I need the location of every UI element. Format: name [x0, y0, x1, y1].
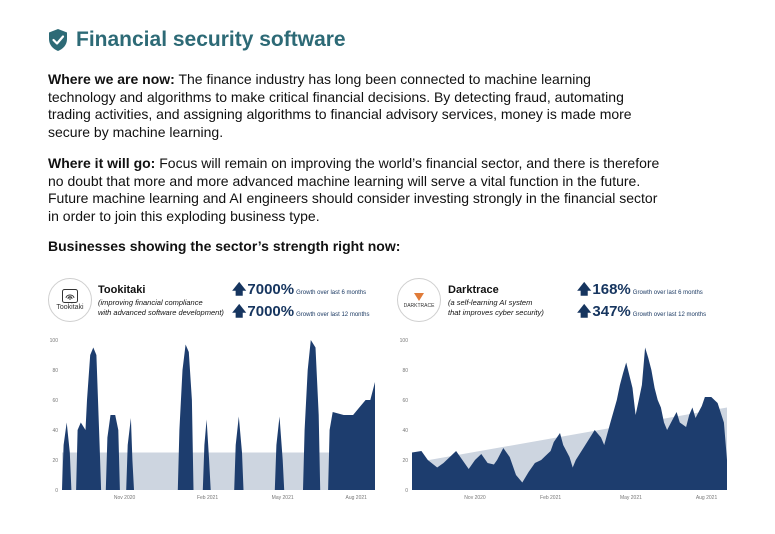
darktrace-logo — [397, 278, 441, 322]
darktrace-desc-1: (a self-learning AI system — [448, 298, 533, 307]
x-tick-label: Feb 2021 — [540, 495, 562, 501]
tookitaki-desc-1: (improving financial compliance — [98, 298, 203, 307]
now-text-1: The finance industry has long been connected to machine learning — [174, 71, 591, 87]
darktrace-mark-icon — [413, 292, 425, 302]
tookitaki-growth-12m — [232, 301, 370, 325]
y-tick-label: 100 — [399, 338, 408, 344]
shield-check-icon — [48, 28, 68, 52]
darktrace-logo-text: DARKTRACE — [403, 302, 435, 309]
y-tick-label: 20 — [402, 458, 408, 464]
tookitaki-growth-6m — [232, 279, 366, 303]
x-tick-label: Aug 2021 — [345, 495, 367, 501]
y-tick-label: 0 — [55, 488, 58, 494]
fingerprint-icon — [62, 289, 78, 303]
y-tick-label: 80 — [52, 368, 58, 374]
y-tick-label: 80 — [402, 368, 408, 374]
tookitaki-name: Tookitaki — [98, 284, 146, 296]
tookitaki-desc-2: with advanced software development) — [98, 308, 224, 317]
now-text-2: technology and algorithms to make critical financial decisions. By detecting fraud, automating — [48, 88, 624, 105]
arrow-up-icon: 🡅 — [577, 303, 592, 319]
y-tick-label: 100 — [49, 338, 58, 344]
tookitaki-logo — [48, 278, 92, 322]
y-tick-label: 20 — [52, 458, 58, 464]
arrow-up-icon: 🡅 — [232, 303, 247, 319]
future-text-1: Focus will remain on improving the world’s financial sector, and there is therefore — [155, 155, 660, 171]
future-text-4: in order to join this exploding business type. — [48, 207, 320, 224]
darktrace-desc-2: that improves cyber security) — [448, 308, 544, 317]
growth-value: 347% — [592, 303, 631, 320]
y-tick-label: 40 — [52, 428, 58, 434]
y-tick-label: 0 — [405, 488, 408, 494]
y-tick-label: 40 — [402, 428, 408, 434]
now-paragraph — [48, 71, 738, 141]
x-tick-label: May 2021 — [271, 495, 294, 501]
growth-label: Growth over last 12 months — [296, 312, 370, 318]
now-label: Where we are now: — [48, 71, 175, 87]
growth-value: 7000% — [247, 281, 295, 298]
now-text-4: secure by machine learning. — [48, 123, 224, 140]
growth-value: 168% — [592, 281, 631, 298]
now-text-3: trading activities, and assigning algorithms to financial advisory services, money is made more — [48, 106, 632, 122]
y-tick-label: 60 — [402, 398, 408, 404]
darktrace-description — [448, 298, 598, 318]
tookitaki-chart — [30, 334, 380, 504]
future-text-3: Future machine learning and AI engineers should consider investing strongly in the financial sector — [48, 190, 658, 206]
y-tick-label: 60 — [52, 398, 58, 404]
tookitaki-logo-text: Tookitaki — [56, 304, 84, 311]
darktrace-growth-12m — [577, 301, 706, 325]
darktrace-chart — [392, 334, 737, 504]
businesses-heading: Businesses showing the sector’s strength right now: — [48, 238, 401, 254]
page-header — [48, 28, 346, 52]
growth-label: Growth over last 12 months — [632, 312, 707, 318]
growth-label: Growth over last 6 months — [632, 290, 703, 296]
growth-label: Growth over last 6 months — [296, 290, 367, 296]
x-tick-label: Feb 2021 — [196, 495, 219, 501]
arrow-up-icon: 🡅 — [232, 281, 247, 297]
future-label: Where it will go: — [48, 155, 156, 171]
future-paragraph — [48, 155, 738, 225]
future-text-2: no doubt that more and more advanced machine learning will serve a vital function in the future. — [48, 172, 641, 189]
x-tick-label: Aug 2021 — [695, 495, 718, 501]
tookitaki-description — [98, 298, 248, 318]
x-tick-label: May 2021 — [619, 495, 642, 501]
arrow-up-icon: 🡅 — [577, 281, 592, 297]
darktrace-name: Darktrace — [448, 284, 499, 296]
x-tick-label: Nov 2020 — [113, 495, 136, 501]
x-tick-label: Nov 2020 — [464, 495, 486, 501]
darktrace-growth-6m — [577, 279, 703, 303]
growth-value: 7000% — [247, 303, 295, 320]
page-title: Financial security software — [76, 28, 346, 51]
